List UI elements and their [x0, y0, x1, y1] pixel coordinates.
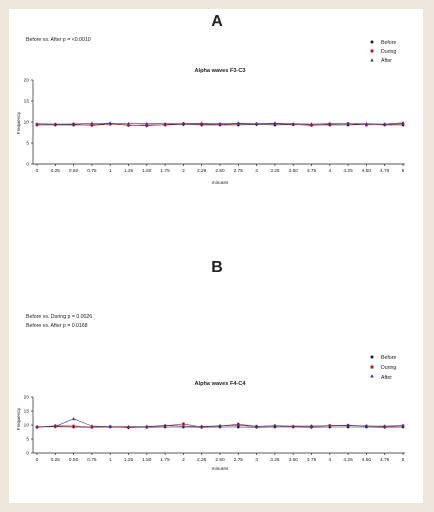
panel-a-x-tick-label: 2.25 — [197, 169, 207, 174]
panel-b-x-tick-label: 2.50 — [215, 458, 225, 463]
panel-b-plot — [24, 395, 405, 463]
panel-a-x-tick-label: 0 — [35, 169, 39, 174]
panel-a-x-tick-label: 2 — [182, 169, 185, 174]
panel-b-x-tick-label: 4.25 — [343, 458, 353, 463]
panel-a-y-axis-label: Frequency — [17, 111, 22, 135]
panel-b-legend — [370, 355, 396, 381]
panel-b-x-tick-label: 1.75 — [160, 458, 170, 463]
panel-a-x-tick-label: 0.50 — [68, 169, 79, 174]
panel-b-x-tick-label: 4.75 — [380, 458, 390, 463]
legend-after-marker — [370, 58, 374, 61]
panel-a-x-tick-label: 1.75 — [160, 169, 170, 174]
panel-a-x-axis-label: minutes — [211, 181, 229, 186]
panel-b-y-tick-label: 10 — [23, 423, 29, 429]
panel-b-x-tick-label: 4.50 — [361, 458, 372, 463]
panel-b-stat-0: Before vs. During p = 0.0026 — [26, 314, 93, 320]
panel-a-x-tick-label: 2.75 — [233, 169, 243, 174]
panel-a-x-tick-label: 1 — [108, 169, 112, 174]
panel-a-x-tick-label: 3 — [255, 169, 258, 174]
panel-a-x-tick-label: 0.25 — [50, 169, 60, 174]
panel-a-legend — [370, 40, 396, 64]
panel-b-x-tick-label: 3.50 — [288, 458, 298, 463]
panel-b-y-axis-label: Frequency — [17, 407, 22, 431]
panel-a-x-tick-label: 5 — [401, 169, 405, 174]
panel-a-plot — [24, 78, 405, 174]
panel-a-y-tick-label: 15 — [23, 99, 29, 105]
panel-a-x-tick-label: 3.50 — [288, 169, 298, 174]
panel-b-x-tick-label: 0.50 — [68, 458, 79, 463]
legend-after-marker — [370, 374, 374, 377]
panel-b-x-tick-label: 3.75 — [306, 458, 317, 463]
panel-b-legend-before: Before — [381, 355, 397, 361]
panel-a-legend-before: Before — [381, 40, 397, 46]
legend-during-marker — [371, 50, 374, 53]
panel-a-chart-title: Alpha waves F3-C3 — [194, 68, 246, 74]
panel-b-x-tick-label: 3.25 — [270, 458, 280, 463]
panel-b-x-tick-label: 1.50 — [142, 458, 152, 463]
panel-b-x-tick-label: 0.75 — [87, 458, 97, 463]
panel-b-during-point — [72, 425, 75, 428]
panel-b-x-tick-label: 2.75 — [233, 458, 243, 463]
panel-a-x-tick-label: 4.75 — [380, 169, 390, 174]
panel-a-x-tick-label: 1.50 — [142, 169, 152, 174]
panel-a-legend-after: After — [381, 58, 392, 64]
panel-a-x-tick-label: 3.75 — [306, 169, 317, 174]
panel-b-x-tick-label: 2 — [182, 458, 185, 463]
legend-during-marker — [371, 366, 374, 369]
panel-a-x-tick-label: 2.50 — [215, 169, 225, 174]
panel-a-y-tick-label: 0 — [26, 162, 29, 168]
panel-b-x-tick-label: 0 — [35, 458, 39, 463]
panel-a-x-tick-label: 3.25 — [270, 169, 280, 174]
panel-a-y-tick-label: 20 — [23, 78, 29, 84]
panel-b-x-tick-label: 0.25 — [50, 458, 60, 463]
panel-b-letter: B — [211, 259, 223, 276]
panel-b-x-axis-label: minutes — [211, 467, 229, 472]
panel-b-legend-after: After — [381, 375, 392, 381]
panel-b-y-tick-label: 15 — [23, 409, 29, 415]
panel-a-y-tick-label: 5 — [26, 141, 29, 147]
panel-b-y-tick-label: 0 — [26, 451, 29, 457]
panel-b-x-tick-label: 5 — [401, 458, 405, 463]
panel-b-x-tick-label: 1.25 — [123, 458, 134, 463]
panel-b-x-tick-label: 2.25 — [197, 458, 207, 463]
panel-b-stat-1: Before vs. After p = 0.0168 — [26, 323, 88, 329]
panel-b-y-tick-label: 20 — [23, 395, 29, 401]
panel-b-x-tick-label: 4 — [328, 458, 332, 463]
panel-a-legend-during: During — [381, 49, 397, 55]
legend-before-marker — [371, 356, 374, 359]
panel-a-stat-0: Before vs. After p = <0.0010 — [26, 37, 91, 43]
legend-before-marker — [371, 41, 374, 44]
panel-a-x-tick-label: 4 — [328, 169, 332, 174]
panel-b-legend-during: During — [381, 365, 397, 371]
panel-a-y-tick-label: 10 — [23, 120, 29, 126]
panel-b-x-tick-label: 3 — [255, 458, 258, 463]
panel-b-y-tick-label: 5 — [26, 437, 29, 443]
panel-b-x-tick-label: 1 — [108, 458, 112, 463]
panel-a-x-tick-label: 4.50 — [361, 169, 372, 174]
panel-b-chart-title: Alpha waves F4-C4 — [194, 381, 246, 387]
panel-a-x-tick-label: 0.75 — [87, 169, 97, 174]
panel-b-after-point — [72, 417, 75, 420]
panel-a-x-tick-label: 1.25 — [123, 169, 134, 174]
panel-a-x-tick-label: 4.25 — [343, 169, 353, 174]
panel-a-letter: A — [211, 13, 223, 30]
